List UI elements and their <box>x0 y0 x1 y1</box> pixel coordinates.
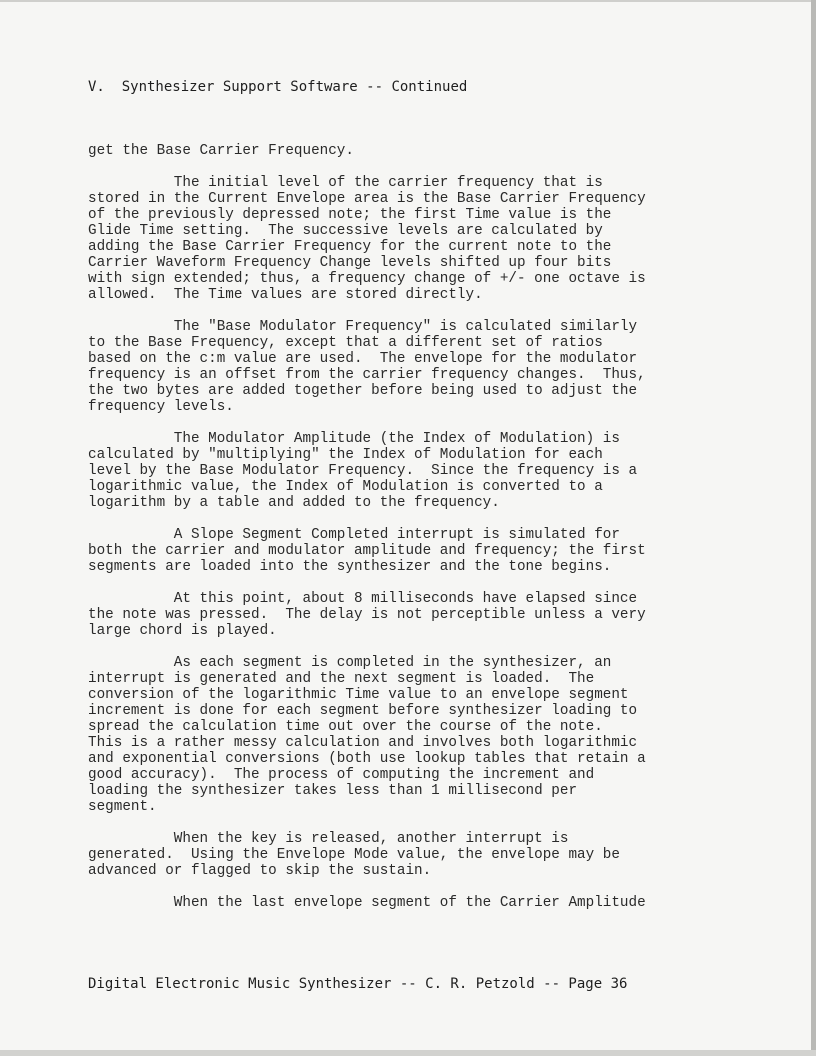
paragraph-5: A Slope Segment Completed interrupt is simulated for both the carrier and modulator amplitude and frequency; the first segments are loaded into the synthesizer and the tone begins. <box>88 527 646 575</box>
page-edge-right <box>811 0 816 1056</box>
paragraph-7: As each segment is completed in the synthesizer, an interrupt is generated and the next segment is loaded. The conversion of the logarithmic Time value to an envelope segment increment is done for each segment before synthesizer loading to spread the calculation time out over the course of the note. This is a rather messy calculation and involves both logarithmic and exponential conversions (both use lookup tables that retain a good accuracy). The process of computing the increment and loading the synthesizer takes less than 1 millisecond per segment. <box>88 655 646 815</box>
page-footer: Digital Electronic Music Synthesizer -- C. R. Petzold -- Page 36 <box>88 976 628 992</box>
paragraph-8: When the key is released, another interrupt is generated. Using the Envelope Mode value, the envelope may be advanced or flagged to skip the sustain. <box>88 831 620 879</box>
page-edge-bottom <box>0 1050 816 1056</box>
paragraph-1: get the Base Carrier Frequency. <box>88 143 354 159</box>
paragraph-4: The Modulator Amplitude (the Index of Modulation) is calculated by "multiplying" the Index of Modulation for each level by the Base Modulator Frequency. Since the frequency is a logarithmic value, the Index of Modulation is converted to a logarithm by a table and added to the frequency. <box>88 431 638 511</box>
section-header <box>88 79 467 95</box>
paragraph-3: The "Base Modulator Frequency" is calculated similarly to the Base Frequency, except that a different set of ratios based on the c:m value are used. The envelope for the modulator frequency is an offset from the carrier frequency changes. Thus, the two bytes are added together before being used to adjust the frequency levels. <box>88 319 646 415</box>
paragraph-6: At this point, about 8 milliseconds have elapsed since the note was pressed. The delay is not perceptible unless a very large chord is played. <box>88 591 646 639</box>
paragraph-2: The initial level of the carrier frequency that is stored in the Current Envelope area is the Base Carrier Frequency of the previously depressed note; the first Time value is the Glide Time setting. The successive levels are calculated by adding the Base Carrier Frequency for the current note to the Carrier Waveform Frequency Change levels shifted up four bits with sign extended; thus, a frequency change of +/- one octave is allowed. The Time values are stored directly. <box>88 175 646 303</box>
page-edge-top <box>0 0 816 2</box>
paragraph-9: When the last envelope segment of the Carrier Amplitude <box>88 895 646 911</box>
section-title: Synthesizer Support Software -- Continued <box>121 79 468 95</box>
section-number: V. <box>88 79 105 95</box>
body-text <box>88 143 728 927</box>
